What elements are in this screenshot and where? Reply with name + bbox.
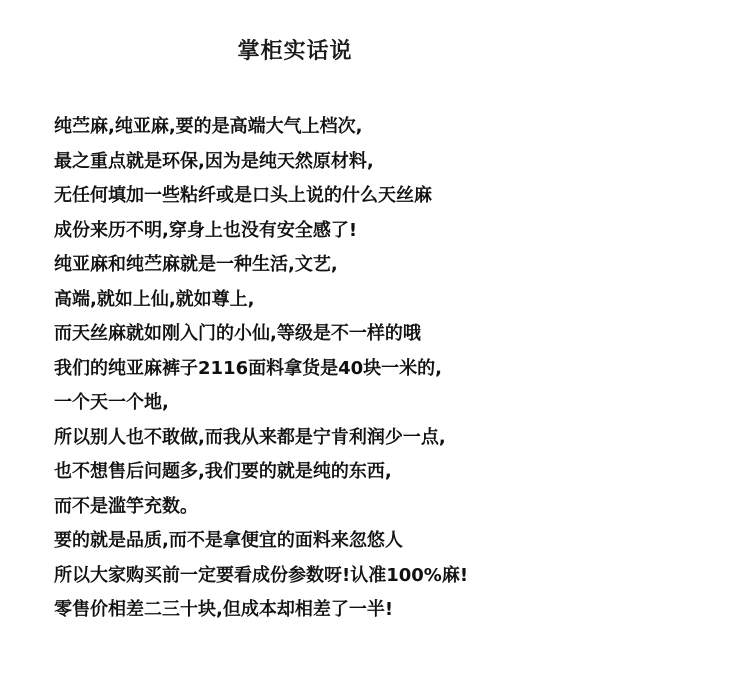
text-line: 零售价相差二三十块,但成本却相差了一半! [54, 599, 394, 620]
page-title: 掌柜实话说 [237, 39, 353, 64]
text-line: 纯苎麻,纯亚麻,要的是高端大气上档次, [54, 116, 363, 137]
text-line: 高端,就如上仙,就如尊上, [54, 288, 255, 310]
text-line: 最之重点就是环保,因为是纯天然原材料, [54, 150, 374, 172]
text-line: 而天丝麻就如刚入门的小仙,等级是不一样的哦 [54, 323, 421, 344]
text-line: 要的就是品质,而不是拿便宜的面料来忽悠人 [54, 530, 403, 551]
text-line: 一个天一个地, [54, 392, 169, 413]
text-line: 纯亚麻和纯苎麻就是一种生活,文艺, [54, 254, 338, 275]
text-line: 所以别人也不敢做,而我从来都是宁肯利润少一点, [54, 426, 446, 448]
text-line: 无任何填加一些粘纤或是口头上说的什么天丝麻 [54, 185, 432, 206]
text-line: 成份来历不明,穿身上也没有安全感了! [54, 219, 358, 241]
text-line: 也不想售后问题多,我们要的就是纯的东西, [54, 461, 392, 482]
text-line: 而不是滥竽充数。 [54, 495, 198, 517]
text-line: 我们的纯亚麻裤子2116面料拿货是40块一米的, [54, 357, 442, 379]
text-lines [54, 112, 468, 630]
text-line: 所以大家购买前一定要看成份参数呀!认准100%麻! [54, 564, 469, 586]
